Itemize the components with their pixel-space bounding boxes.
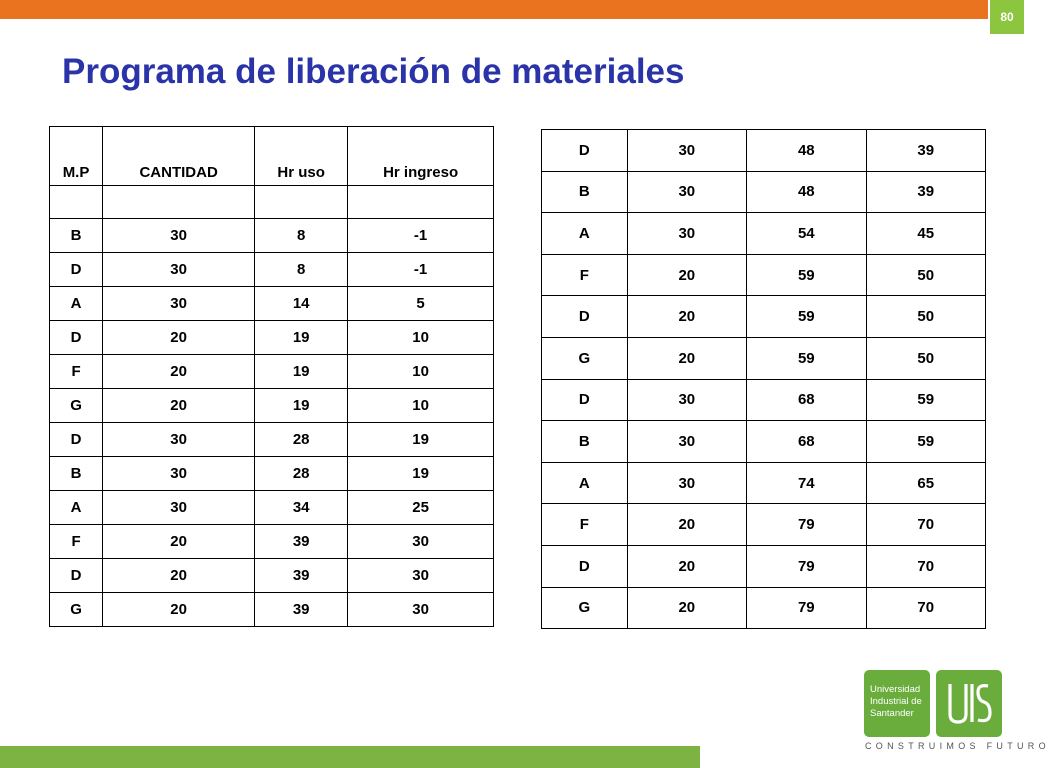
table-cell: 30	[103, 423, 255, 457]
table-row	[542, 421, 986, 463]
table-cell: 70	[866, 545, 985, 587]
table-row	[542, 254, 986, 296]
logo-line-3: Santander	[870, 708, 914, 719]
table-cell: 48	[747, 171, 866, 213]
table-cell: 50	[866, 337, 985, 379]
table-cell: 59	[866, 379, 985, 421]
table-cell: 39	[255, 593, 348, 627]
table-cell: B	[542, 171, 628, 213]
table-cell: 30	[348, 525, 494, 559]
table-cell: 54	[747, 213, 866, 255]
table-cell: 30	[627, 379, 746, 421]
table-row	[50, 525, 494, 559]
table-cell: 19	[255, 321, 348, 355]
table-cell: 19	[255, 389, 348, 423]
table-row	[50, 389, 494, 423]
table-cell: 30	[627, 213, 746, 255]
table-cell: -1	[348, 219, 494, 253]
table-cell: G	[542, 337, 628, 379]
table-cell: 20	[103, 593, 255, 627]
table-row	[50, 593, 494, 627]
table-cell: G	[542, 587, 628, 629]
table-row	[542, 130, 986, 172]
table-cell: A	[542, 462, 628, 504]
table-cell: 10	[348, 355, 494, 389]
table-cell: 20	[103, 559, 255, 593]
table-cell: F	[542, 504, 628, 546]
table-row	[50, 321, 494, 355]
table-cell: 68	[747, 379, 866, 421]
table-row	[542, 545, 986, 587]
table-cell: 79	[747, 587, 866, 629]
table-row	[50, 491, 494, 525]
table-cell: D	[542, 130, 628, 172]
table-cell: A	[50, 287, 103, 321]
header-cantidad: CANTIDAD	[103, 127, 255, 186]
table-header-row	[50, 127, 494, 186]
table-cell: 30	[627, 171, 746, 213]
header-hr-uso: Hr uso	[255, 127, 348, 186]
table-cell: 20	[627, 337, 746, 379]
table-cell: 20	[103, 389, 255, 423]
uis-logo-text	[864, 670, 930, 737]
table-cell: 20	[627, 504, 746, 546]
table-cell: D	[542, 545, 628, 587]
table-cell: 20	[627, 587, 746, 629]
logo-line-2: Industrial de	[870, 696, 922, 707]
table-cell: F	[542, 254, 628, 296]
header-mp: M.P	[50, 127, 103, 186]
materials-table-right	[541, 129, 986, 629]
table-cell: 19	[255, 355, 348, 389]
table-row	[542, 296, 986, 338]
table-cell: 30	[348, 559, 494, 593]
table-row	[50, 559, 494, 593]
table-cell: 79	[747, 545, 866, 587]
top-accent-bar	[0, 0, 988, 19]
table-cell: 8	[255, 253, 348, 287]
table-cell: 30	[348, 593, 494, 627]
table-cell-empty	[103, 186, 255, 219]
table-row-empty	[50, 186, 494, 219]
table-row	[542, 337, 986, 379]
header-hr-ingreso: Hr ingreso	[348, 127, 494, 186]
table-cell: 20	[627, 545, 746, 587]
table-cell: B	[50, 457, 103, 491]
table-cell: 65	[866, 462, 985, 504]
table-row	[542, 462, 986, 504]
table-cell: 20	[627, 296, 746, 338]
uis-emblem-icon	[936, 670, 1002, 737]
table-cell: 30	[627, 130, 746, 172]
table-cell: 30	[103, 219, 255, 253]
table-cell: 5	[348, 287, 494, 321]
table-row	[542, 504, 986, 546]
table-cell: 25	[348, 491, 494, 525]
table-cell: 39	[866, 130, 985, 172]
table-row	[542, 379, 986, 421]
page-title: Programa de liberación de materiales	[62, 52, 685, 91]
table-cell: D	[50, 559, 103, 593]
table-cell: 28	[255, 457, 348, 491]
table-row	[50, 355, 494, 389]
table-cell: A	[50, 491, 103, 525]
table-cell: 59	[747, 337, 866, 379]
table-cell: D	[50, 423, 103, 457]
table-cell: -1	[348, 253, 494, 287]
table-cell: 30	[103, 253, 255, 287]
table-cell: 59	[747, 296, 866, 338]
table-cell: 20	[103, 321, 255, 355]
table-cell: 68	[747, 421, 866, 463]
table-row	[542, 587, 986, 629]
table-cell-empty	[255, 186, 348, 219]
table-row	[50, 219, 494, 253]
table-cell: 19	[348, 457, 494, 491]
table-cell: 74	[747, 462, 866, 504]
table-cell: 30	[627, 462, 746, 504]
table-cell: D	[50, 321, 103, 355]
table-cell: 50	[866, 296, 985, 338]
table-row	[50, 253, 494, 287]
table-cell: 34	[255, 491, 348, 525]
table-cell: A	[542, 213, 628, 255]
table-cell: 70	[866, 587, 985, 629]
table-cell: 39	[255, 559, 348, 593]
table-cell: B	[50, 219, 103, 253]
table-cell: 30	[627, 421, 746, 463]
table-cell: G	[50, 593, 103, 627]
table-cell: 30	[103, 457, 255, 491]
table-cell: 39	[255, 525, 348, 559]
table-cell: D	[542, 379, 628, 421]
table-cell: B	[542, 421, 628, 463]
bottom-accent-bar	[0, 746, 700, 768]
table-cell: D	[50, 253, 103, 287]
table-cell-empty	[50, 186, 103, 219]
table-cell: 20	[627, 254, 746, 296]
table-cell-empty	[348, 186, 494, 219]
table-cell: G	[50, 389, 103, 423]
table-row	[542, 213, 986, 255]
tagline: CONSTRUIMOS FUTURO	[865, 741, 1050, 751]
table-cell: 14	[255, 287, 348, 321]
table-cell: 10	[348, 389, 494, 423]
table-cell: 20	[103, 525, 255, 559]
table-cell: 50	[866, 254, 985, 296]
table-cell: 59	[866, 421, 985, 463]
table-cell: 70	[866, 504, 985, 546]
table-cell: 28	[255, 423, 348, 457]
table-cell: D	[542, 296, 628, 338]
table-row	[50, 287, 494, 321]
table-cell: 39	[866, 171, 985, 213]
table-cell: 10	[348, 321, 494, 355]
table-cell: 19	[348, 423, 494, 457]
table-cell: 59	[747, 254, 866, 296]
table-cell: 45	[866, 213, 985, 255]
table-cell: 30	[103, 491, 255, 525]
table-row	[50, 423, 494, 457]
table-cell: F	[50, 525, 103, 559]
table-cell: 30	[103, 287, 255, 321]
table-cell: 48	[747, 130, 866, 172]
materials-table-left	[49, 126, 494, 627]
table-cell: 8	[255, 219, 348, 253]
table-cell: 20	[103, 355, 255, 389]
table-row	[542, 171, 986, 213]
table-cell: F	[50, 355, 103, 389]
page-number: 80	[990, 0, 1024, 34]
table-row	[50, 457, 494, 491]
logo-line-1: Universidad	[870, 684, 921, 695]
table-cell: 79	[747, 504, 866, 546]
